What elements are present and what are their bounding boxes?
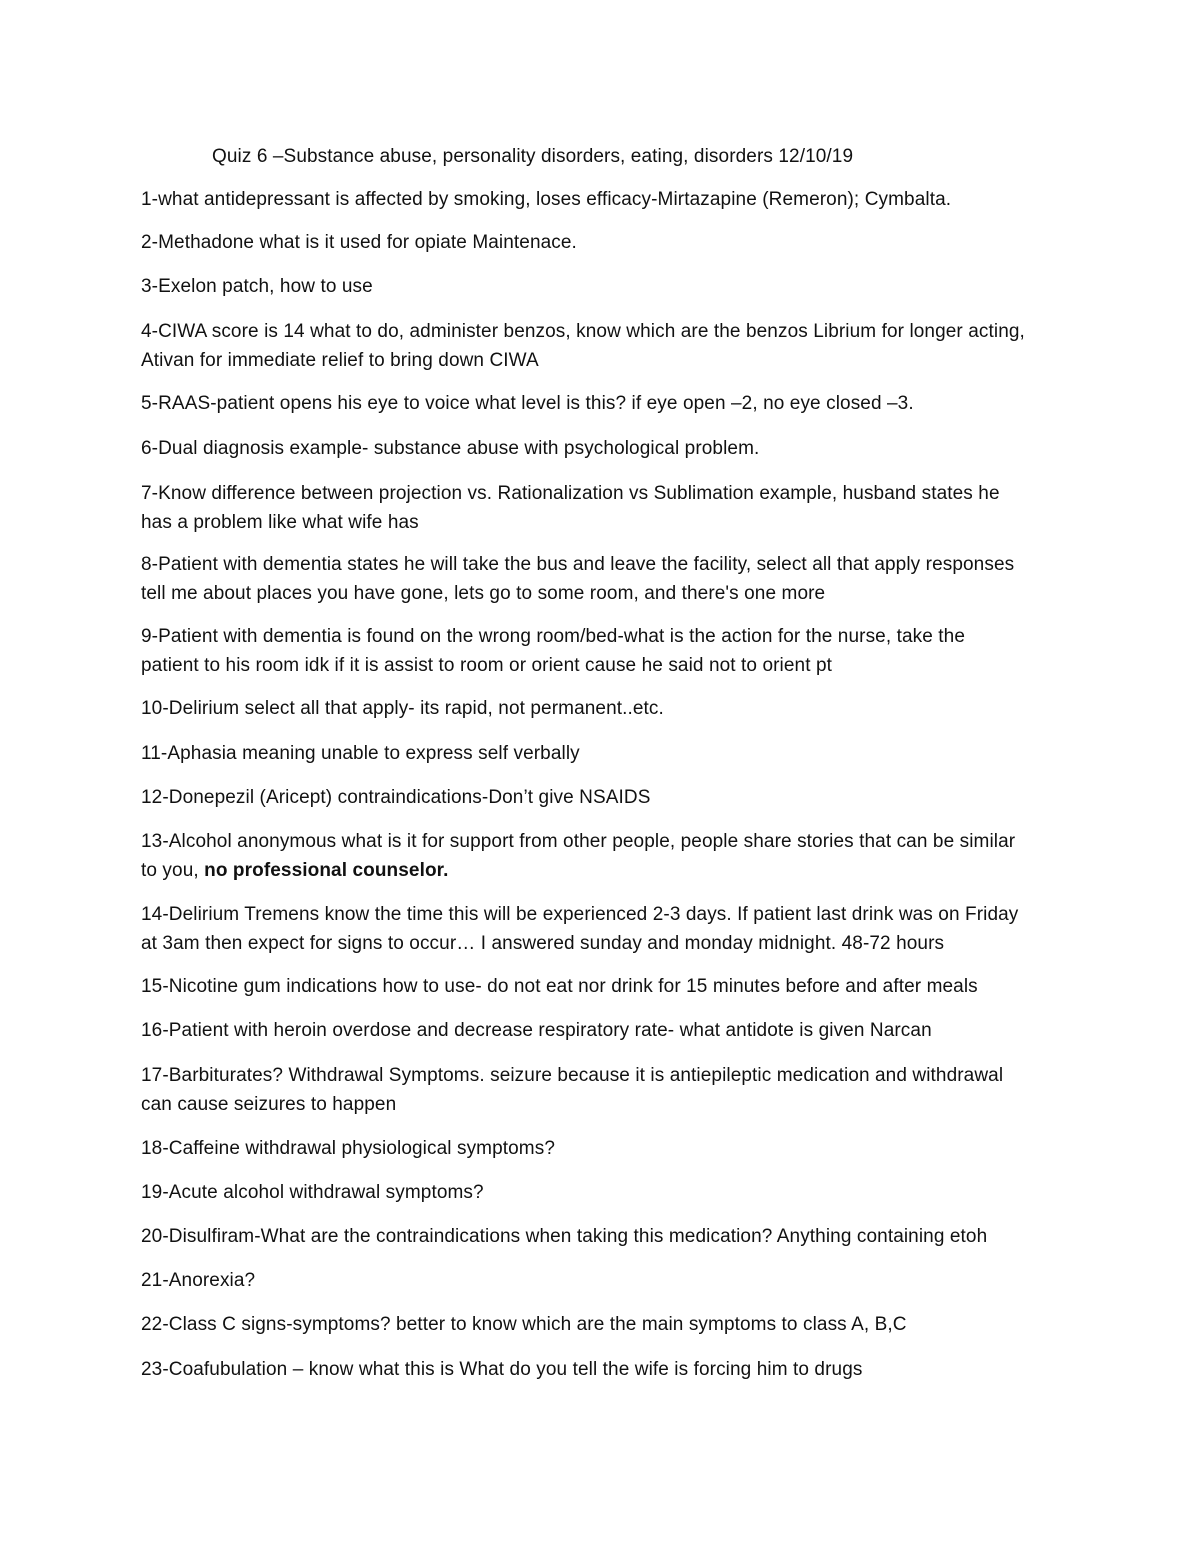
question-21 (141, 1267, 1066, 1296)
question-13-line-2-text: to you, (141, 859, 205, 881)
question-20 (141, 1223, 1066, 1252)
question-8-line-1: 8-Patient with dementia states he will take the bus and leave the facility, select all that apply responses (141, 554, 1015, 575)
question-16-line-1: 16-Patient with heroin overdose and decrease respiratory rate- what antidote is given Narcan (141, 1020, 932, 1041)
question-5 (141, 390, 1066, 419)
question-13 (141, 828, 1066, 885)
question-1-line-1: 1-what antidepressant is affected by smoking, loses efficacy-Mirtazapine (Remeron); Cymbalta. (141, 189, 952, 210)
question-22-line-1: 22-Class C signs-symptoms? better to know which are the main symptoms to class A, B,C (141, 1314, 907, 1335)
question-21-line-1: 21-Anorexia? (141, 1270, 256, 1291)
question-3-line-1: 3-Exelon patch, how to use (141, 276, 373, 297)
question-2-line-1: 2-Methadone what is it used for opiate Maintenace. (141, 232, 577, 253)
question-14 (141, 901, 1066, 958)
question-7-line-2: has a problem like what wife has (141, 511, 419, 533)
question-11 (141, 740, 1066, 769)
question-22 (141, 1311, 1066, 1340)
question-9-line-1: 9-Patient with dementia is found on the wrong room/bed-what is the action for the nurse, take the (141, 626, 965, 647)
question-10-line-1: 10-Delirium select all that apply- its rapid, not permanent..etc. (141, 698, 664, 719)
question-13-line-2 (141, 857, 1066, 886)
question-15-line-1: 15-Nicotine gum indications how to use- do not eat nor drink for 15 minutes before and after meals (141, 976, 978, 997)
question-14-line-1: 14-Delirium Tremens know the time this will be experienced 2-3 days. If patient last drink was on Friday (141, 904, 1019, 925)
question-23 (141, 1356, 1066, 1385)
question-1 (141, 186, 1066, 215)
question-7-line-1: 7-Know difference between projection vs. Rationalization vs Sublimation example, husband states he (141, 483, 1000, 504)
question-20-line-1: 20-Disulfiram-What are the contraindications when taking this medication? Anything containing etoh (141, 1226, 988, 1247)
question-19-line-1: 19-Acute alcohol withdrawal symptoms? (141, 1182, 484, 1203)
page-title: Quiz 6 –Substance abuse, personality disorders, eating, disorders 12/10/19 (212, 146, 854, 167)
question-13-line-1: 13-Alcohol anonymous what is it for support from other people, people share stories that can be similar (141, 831, 1016, 852)
question-18-line-1: 18-Caffeine withdrawal physiological symptoms? (141, 1138, 555, 1159)
question-17-line-1: 17-Barbiturates? Withdrawal Symptoms. seizure because it is antiepileptic medication and withdrawal (141, 1065, 1004, 1086)
question-17-line-2: can cause seizures to happen (141, 1093, 397, 1115)
question-12 (141, 784, 1066, 813)
question-17 (141, 1062, 1066, 1119)
question-15 (141, 973, 1066, 1002)
question-9-line-2: patient to his room idk if it is assist to room or orient cause he said not to orient pt (141, 654, 833, 676)
question-13-bold-answer: no professional counselor. (204, 859, 449, 881)
question-9 (141, 623, 1066, 680)
question-4-line-1: 4-CIWA score is 14 what to do, administer benzos, know which are the benzos Librium for longer acting, (141, 321, 1025, 342)
question-10 (141, 695, 1066, 724)
question-8 (141, 551, 1066, 608)
question-2 (141, 229, 1066, 258)
question-4 (141, 318, 1066, 375)
question-6 (141, 435, 1066, 464)
question-8-line-2: tell me about places you have gone, lets go to some room, and there's one more (141, 582, 826, 604)
question-18 (141, 1135, 1066, 1164)
question-4-line-2: Ativan for immediate relief to bring down CIWA (141, 349, 539, 371)
question-14-line-2: at 3am then expect for signs to occur… I answered sunday and monday midnight. 48-72 hours (141, 932, 945, 954)
question-23-line-1: 23-Coafubulation – know what this is What do you tell the wife is forcing him to drugs (141, 1359, 863, 1380)
question-6-line-1: 6-Dual diagnosis example- substance abuse with psychological problem. (141, 438, 760, 459)
question-19 (141, 1179, 1066, 1208)
question-7 (141, 480, 1066, 537)
question-5-line-1: 5-RAAS-patient opens his eye to voice what level is this? if eye open –2, no eye closed –3. (141, 393, 914, 414)
question-3 (141, 273, 1066, 302)
question-12-line-1: 12-Donepezil (Aricept) contraindications-Don’t give NSAIDS (141, 787, 651, 808)
question-11-line-1: 11-Aphasia meaning unable to express self verbally (141, 743, 580, 764)
question-16 (141, 1017, 1066, 1046)
